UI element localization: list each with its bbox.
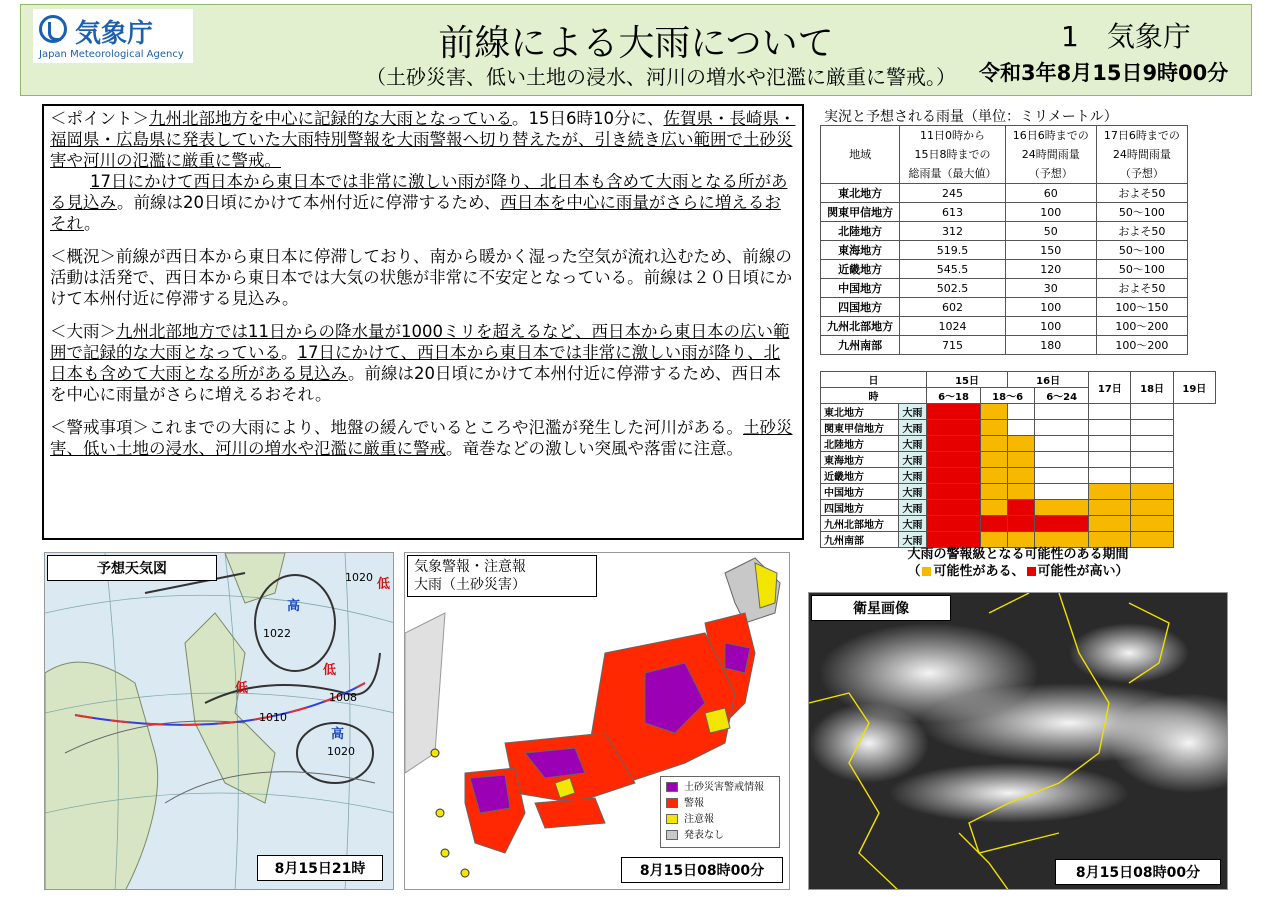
header-banner (20, 4, 1252, 96)
grid-region-row (821, 484, 1216, 500)
rain-paragraph: ＜大雨＞九州北部地方では11日からの降水量が1000ミリを超えるなど、西日本から東日本の広い範囲で記録的な大雨となっている。17日にかけて、西日本から東日本では非常に激しい雨が降り、北日本も含めて大雨となる所がある見込み。前線は20日頃にかけて本州付近に停滞するため、西日本を中心に雨量がさらに増えるおそれ。 (50, 322, 790, 404)
rain-value-cell: 180 (1005, 336, 1096, 355)
rain-value-cell: 100 (1005, 317, 1096, 336)
grid-period-cell (1131, 404, 1173, 420)
grid-type-label: 大雨 (899, 420, 927, 436)
rain-value-cell: 613 (900, 203, 1005, 222)
grid-region-label: 関東甲信地方 (821, 420, 899, 436)
forecast-weather-map (44, 552, 394, 890)
warning-map-caption (407, 555, 597, 597)
warning-map-caption-1: 気象警報・注意報 (414, 559, 526, 575)
rain-table-row (821, 298, 1188, 317)
legend-label: 注意報 (684, 814, 714, 825)
grid-period-cell (1089, 468, 1131, 484)
rain-value-cell: 60 (1005, 184, 1096, 203)
grid-region-label: 四国地方 (821, 500, 899, 516)
rain-value-cell: 312 (900, 222, 1005, 241)
grid-period-cell (1089, 436, 1131, 452)
warning-legend-item (666, 812, 774, 828)
rain-value-cell: 245 (900, 184, 1005, 203)
rain-value-cell: 100～150 (1096, 298, 1187, 317)
rain-value-cell: 100 (1005, 298, 1096, 317)
grid-period-cell (927, 452, 981, 468)
grid-type-label: 大雨 (899, 436, 927, 452)
legend-swatch (666, 814, 678, 824)
page-number: 1 気象庁 (1061, 20, 1191, 53)
grid-period-cell (927, 468, 981, 484)
grid-period-cell (927, 436, 981, 452)
grid-region-label: 九州南部 (821, 532, 899, 548)
grid-region-label: 中国地方 (821, 484, 899, 500)
grid-type-label: 大雨 (899, 500, 927, 516)
grid-period-cell (1008, 436, 1035, 452)
grid-type-label: 大雨 (899, 516, 927, 532)
grid-type-label: 大雨 (899, 532, 927, 548)
grid-period-cell (1035, 484, 1089, 500)
grid-period-cell (1008, 420, 1035, 436)
legend-swatch (666, 782, 678, 792)
rain-region-cell: 北陸地方 (821, 222, 900, 241)
grid-period-cell (1008, 404, 1035, 420)
grid-period-cell (981, 452, 1008, 468)
warning-map-legend (660, 776, 780, 848)
warning-paragraph: ＜警戒事項＞これまでの大雨により、地盤の緩んでいるところや氾濫が発生した河川がある。土砂災害、低い土地の浸水、河川の増水や氾濫に厳重に警戒。竜巻などの激しい突風や落雷に注意。 (50, 418, 793, 458)
rain-table-row (821, 279, 1188, 298)
warning-legend-item (666, 796, 774, 812)
issue-date: 令和3年8月15日9時00分 (979, 61, 1229, 85)
rain-table-row (821, 317, 1188, 336)
grid-period-cell (981, 516, 1008, 532)
grid-region-label: 東海地方 (821, 452, 899, 468)
grid-region-row (821, 404, 1216, 420)
rain-amount-table (820, 125, 1188, 355)
grid-period-cell (927, 404, 981, 420)
grid-period-cell (1008, 468, 1035, 484)
overview-paragraph: ＜概況＞前線が西日本から東日本に停滞しており、南から暖かく湿った空気が流れ込むため、前線の活動は活発で、西日本から東日本では大気の状態が非常に不安定となっている。前線は２０日頃にかけて本州付近に停滞する見込み。 (50, 247, 793, 308)
grid-period-cell (1131, 468, 1173, 484)
legend-swatch (666, 798, 678, 808)
page-title: 前線による大雨について (438, 23, 834, 64)
rain-region-cell: 中国地方 (821, 279, 900, 298)
grid-region-row (821, 500, 1216, 516)
rain-table-row (821, 184, 1188, 203)
grid-region-label: 北陸地方 (821, 436, 899, 452)
grid-period-cell (927, 420, 981, 436)
pressure-label-1020: 1020 (327, 745, 355, 758)
rain-value-cell: 50～100 (1096, 203, 1187, 222)
header-17th: 17日6時までの 24時間雨量 （予想） (1096, 126, 1187, 184)
grid-period-cell (1089, 420, 1131, 436)
grid-region-label: 近畿地方 (821, 468, 899, 484)
grid-day-row (821, 372, 1216, 388)
rain-value-cell: 545.5 (900, 260, 1005, 279)
grid-period-cell (1008, 452, 1035, 468)
grid-period-cell (1089, 452, 1131, 468)
jma-logo (33, 9, 193, 63)
grid-region-label: 九州北部地方 (821, 516, 899, 532)
rain-region-cell: 東北地方 (821, 184, 900, 203)
grid-period-cell (927, 500, 981, 516)
grid-region-row (821, 516, 1216, 532)
rain-region-cell: 近畿地方 (821, 260, 900, 279)
grid-day-17: 17日 (1089, 372, 1131, 404)
rain-value-cell: 50 (1005, 222, 1096, 241)
grid-period-cell (1035, 436, 1089, 452)
grid-day-18: 18日 (1131, 372, 1173, 404)
grid-period-cell (1008, 516, 1035, 532)
grid-period-cell (981, 468, 1008, 484)
period-legend-keys: （ 可能性がある、 可能性が高い） (907, 564, 1129, 579)
grid-period-cell (1035, 452, 1089, 468)
grid-day-15: 15日 (927, 372, 1008, 388)
satellite-time: 8月15日08時00分 (1055, 859, 1221, 885)
warning-legend-item (666, 828, 774, 844)
grid-region-row (821, 452, 1216, 468)
period-legend (820, 546, 1216, 580)
rain-value-cell: およそ50 (1096, 222, 1187, 241)
warning-legend-item (666, 780, 774, 796)
pressure-label-1008: 1008 (329, 691, 357, 704)
rain-value-cell: 100～200 (1096, 336, 1187, 355)
pressure-label-1022: 1022 (263, 627, 291, 640)
rain-table-row (821, 241, 1188, 260)
rain-value-cell: 150 (1005, 241, 1096, 260)
point-paragraph: ＜ポイント＞九州北部地方を中心に記録的な大雨となっている。15日6時10分に、佐賀県・長崎県・福岡県・広島県に発表していた大雨特別警報を大雨警報へ切り替えたが、引き続き広い範囲で土砂災害や河川の氾濫に厳重に警戒。 17日にかけて西日本から東日本では非常に激しい雨が降り、北日本も含めて大雨となる所がある見込み。前線は20日頃にかけて本州付近に停滞するため、西日本を中心に雨量がさらに増えるおそれ。 (50, 109, 796, 233)
rain-table-header (821, 126, 1188, 184)
high-swatch (1027, 567, 1036, 576)
grid-period-cell (927, 484, 981, 500)
grid-type-label: 大雨 (899, 484, 927, 500)
warning-map-caption-2: 大雨（土砂災害） (414, 577, 526, 593)
rain-region-cell: 関東甲信地方 (821, 203, 900, 222)
rain-value-cell: 100～200 (1096, 317, 1187, 336)
logo-text-jp: 気象庁 (75, 19, 154, 49)
grid-period-cell (1089, 500, 1131, 516)
weather-map-caption: 予想天気図 (47, 555, 217, 581)
grid-period-cell (981, 484, 1008, 500)
rain-table-row (821, 203, 1188, 222)
pressure-label-low-2: 低 (323, 663, 337, 678)
rain-table-row (821, 260, 1188, 279)
grid-type-label: 大雨 (899, 404, 927, 420)
logo-text-en: Japan Meteorological Agency (39, 49, 184, 60)
grid-period-cell (981, 500, 1008, 516)
satellite-image (808, 592, 1228, 890)
grid-hour-2: 18～6 (981, 388, 1035, 404)
header-region: 地域 (821, 126, 900, 184)
grid-period-cell (1131, 500, 1173, 516)
rain-value-cell: およそ50 (1096, 184, 1187, 203)
grid-period-cell (927, 516, 981, 532)
rain-value-cell: 602 (900, 298, 1005, 317)
legend-swatch (666, 830, 678, 840)
grid-period-cell (1008, 500, 1035, 516)
pressure-label-1020-2: 1020 (345, 571, 373, 584)
grid-period-cell (981, 420, 1008, 436)
rain-region-cell: 四国地方 (821, 298, 900, 317)
pressure-label-high-2: 高 (331, 727, 345, 742)
period-legend-title: 大雨の警報級となる可能性のある期間 (907, 547, 1129, 562)
rain-value-cell: 50～100 (1096, 260, 1187, 279)
legend-label: 警報 (684, 798, 704, 809)
grid-region-row (821, 468, 1216, 484)
weather-map-graphic (45, 553, 394, 890)
grid-type-label: 大雨 (899, 468, 927, 484)
grid-period-cell (1035, 516, 1089, 532)
jma-logo-icon (39, 15, 67, 43)
grid-period-cell (1035, 500, 1089, 516)
grid-period-cell (1131, 516, 1173, 532)
grid-period-cell (981, 404, 1008, 420)
rain-value-cell: 502.5 (900, 279, 1005, 298)
grid-region-row (821, 436, 1216, 452)
rain-value-cell: およそ50 (1096, 279, 1187, 298)
page-subtitle: （土砂災害、低い土地の浸水、河川の増水や氾濫に厳重に警戒。） (366, 65, 956, 89)
grid-period-cell (1035, 420, 1089, 436)
grid-period-cell (1131, 420, 1173, 436)
warning-period-table (820, 371, 1216, 548)
grid-period-cell (1131, 484, 1173, 500)
rain-region-cell: 九州南部 (821, 336, 900, 355)
grid-day-16: 16日 (1008, 372, 1089, 388)
grid-period-cell (1089, 484, 1131, 500)
rain-value-cell: 715 (900, 336, 1005, 355)
header-total: 11日0時から 15日8時までの 総雨量（最大値） (900, 126, 1005, 184)
grid-day-19: 19日 (1173, 372, 1215, 404)
rain-value-cell: 50～100 (1096, 241, 1187, 260)
rain-value-cell: 30 (1005, 279, 1096, 298)
rain-value-cell: 1024 (900, 317, 1005, 336)
pressure-label-low-1: 低 (235, 681, 249, 696)
grid-region-label: 東北地方 (821, 404, 899, 420)
rain-table-title: 実況と予想される雨量（単位：ミリメートル） (824, 109, 1118, 125)
pressure-label-high-1: 高 (287, 599, 301, 614)
weather-map-time: 8月15日21時 (257, 855, 383, 881)
rain-region-cell: 東海地方 (821, 241, 900, 260)
legend-label: 発表なし (684, 830, 724, 841)
possible-swatch (922, 567, 931, 576)
grid-period-cell (1131, 452, 1173, 468)
grid-period-cell (1035, 468, 1089, 484)
grid-period-cell (981, 436, 1008, 452)
satellite-graphic (809, 593, 1228, 890)
grid-period-cell (1089, 404, 1131, 420)
pressure-label-low-3: 低 (377, 577, 391, 592)
pressure-label-1010: 1010 (259, 711, 287, 724)
rain-region-cell: 九州北部地方 (821, 317, 900, 336)
grid-region-row (821, 420, 1216, 436)
summary-text-box (42, 104, 804, 540)
legend-label: 土砂災害警戒情報 (684, 782, 764, 793)
rain-value-cell: 120 (1005, 260, 1096, 279)
grid-hour-3: 6～24 (1035, 388, 1089, 404)
grid-period-cell (1035, 404, 1089, 420)
grid-period-cell (1008, 484, 1035, 500)
grid-day-label: 日 (821, 372, 927, 388)
grid-period-cell (1131, 436, 1173, 452)
grid-hour-label: 時 (821, 388, 927, 404)
grid-period-cell (1089, 516, 1131, 532)
rain-value-cell: 519.5 (900, 241, 1005, 260)
warning-map-time: 8月15日08時00分 (621, 857, 783, 883)
rain-table-row (821, 222, 1188, 241)
grid-type-label: 大雨 (899, 452, 927, 468)
satellite-caption: 衛星画像 (811, 595, 951, 621)
grid-hour-1: 6～18 (927, 388, 981, 404)
rain-value-cell: 100 (1005, 203, 1096, 222)
header-16th: 16日6時までの 24時間雨量 （予想） (1005, 126, 1096, 184)
rain-table-row (821, 336, 1188, 355)
